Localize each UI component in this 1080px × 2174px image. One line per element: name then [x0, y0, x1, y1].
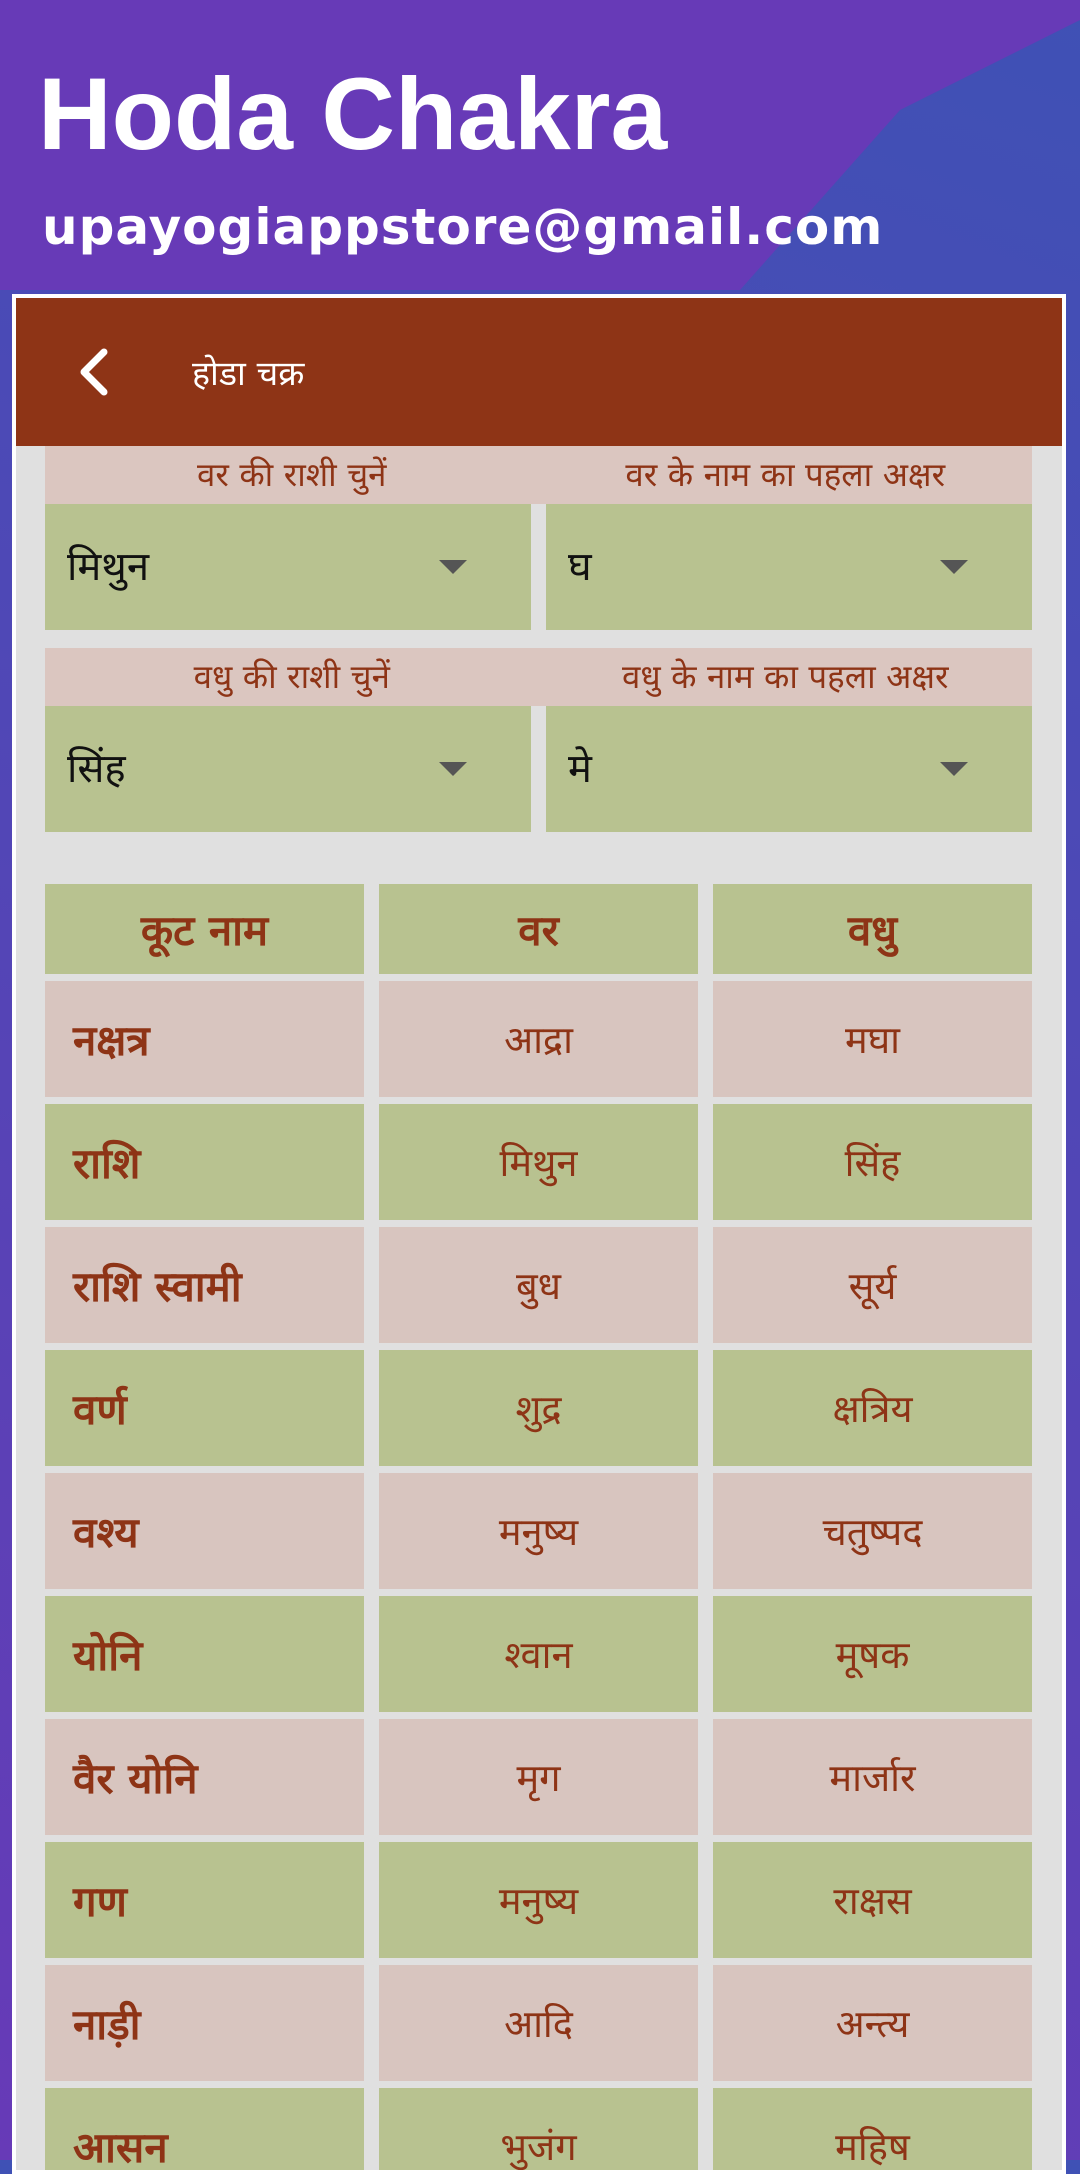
- chevron-left-icon: [74, 346, 114, 398]
- row-groom-value: मनुष्य: [379, 1842, 698, 1958]
- row-groom-value: मृग: [379, 1719, 698, 1835]
- row-bride-value: राक्षस: [713, 1842, 1032, 1958]
- row-groom-value: श्वान: [379, 1596, 698, 1712]
- groom-rashi-label: वर की राशी चुनें: [196, 455, 387, 494]
- bride-letter-label: वधु के नाम का पहला अक्षर: [622, 657, 949, 696]
- row-bride-value: सिंह: [713, 1104, 1032, 1220]
- row-bride-value: मार्जार: [713, 1719, 1032, 1835]
- row-koot-name: योनि: [45, 1596, 364, 1712]
- table-row: [45, 981, 1032, 1097]
- bride-letter-dropdown[interactable]: [546, 706, 1032, 832]
- bride-labels: [45, 648, 1032, 706]
- row-koot-name: वैर योनि: [45, 1719, 364, 1835]
- app-screen: [16, 298, 1062, 2170]
- row-groom-value: मिथुन: [379, 1104, 698, 1220]
- bride-rashi-dropdown[interactable]: [45, 706, 531, 832]
- toolbar: [16, 298, 1062, 446]
- row-groom-value: आद्रा: [379, 981, 698, 1097]
- table-row: [45, 1842, 1032, 1958]
- table-row: [45, 1473, 1032, 1589]
- groom-letter-value: घ: [568, 544, 592, 590]
- row-bride-value: मूषक: [713, 1596, 1032, 1712]
- row-bride-value: सूर्य: [713, 1227, 1032, 1343]
- table-row: [45, 1596, 1032, 1712]
- table-row: [45, 1104, 1032, 1220]
- dropdown-arrow-icon: [940, 762, 968, 776]
- koot-table: [45, 884, 1032, 2170]
- bride-selector: [45, 648, 1032, 832]
- row-koot-name: वश्य: [45, 1473, 364, 1589]
- row-bride-value: क्षत्रिय: [713, 1350, 1032, 1466]
- header-groom: वर: [379, 884, 698, 974]
- device-frame: [12, 294, 1066, 2174]
- bride-rashi-label: वधु की राशी चुनें: [193, 657, 390, 696]
- row-koot-name: नक्षत्र: [45, 981, 364, 1097]
- row-koot-name: वर्ण: [45, 1350, 364, 1466]
- table-row: [45, 1227, 1032, 1343]
- table-row: [45, 1350, 1032, 1466]
- row-koot-name: गण: [45, 1842, 364, 1958]
- row-bride-value: मघा: [713, 981, 1032, 1097]
- table-row: [45, 2088, 1032, 2170]
- row-koot-name: आसन: [45, 2088, 364, 2170]
- bride-rashi-value: सिंह: [67, 746, 126, 792]
- table-row: [45, 1719, 1032, 1835]
- row-groom-value: भुजंग: [379, 2088, 698, 2170]
- table-header-row: [45, 884, 1032, 974]
- row-bride-value: चतुष्पद: [713, 1473, 1032, 1589]
- row-groom-value: शुद्र: [379, 1350, 698, 1466]
- groom-selector: [45, 446, 1032, 630]
- row-koot-name: नाड़ी: [45, 1965, 364, 2081]
- dropdown-arrow-icon: [439, 762, 467, 776]
- dropdown-arrow-icon: [439, 560, 467, 574]
- groom-letter-label: वर के नाम का पहला अक्षर: [625, 455, 946, 494]
- header-koot-name: कूट नाम: [45, 884, 364, 974]
- row-groom-value: बुध: [379, 1227, 698, 1343]
- row-koot-name: राशि: [45, 1104, 364, 1220]
- groom-rashi-dropdown[interactable]: [45, 504, 531, 630]
- row-bride-value: महिष: [713, 2088, 1032, 2170]
- groom-labels: [45, 446, 1032, 504]
- groom-letter-dropdown[interactable]: [546, 504, 1032, 630]
- row-groom-value: मनुष्य: [379, 1473, 698, 1589]
- promo-title: Hoda Chakra: [38, 57, 668, 171]
- dropdown-arrow-icon: [940, 560, 968, 574]
- table-row: [45, 1965, 1032, 2081]
- toolbar-title: होडा चक्र: [192, 354, 305, 394]
- groom-rashi-value: मिथुन: [67, 544, 150, 590]
- row-groom-value: आदि: [379, 1965, 698, 2081]
- row-koot-name: राशि स्वामी: [45, 1227, 364, 1343]
- back-button[interactable]: [34, 298, 154, 446]
- header-bride: वधु: [713, 884, 1032, 974]
- row-bride-value: अन्त्य: [713, 1965, 1032, 2081]
- promo-email: upayogiappstore@gmail.com: [42, 198, 884, 256]
- bride-letter-value: मे: [568, 746, 592, 792]
